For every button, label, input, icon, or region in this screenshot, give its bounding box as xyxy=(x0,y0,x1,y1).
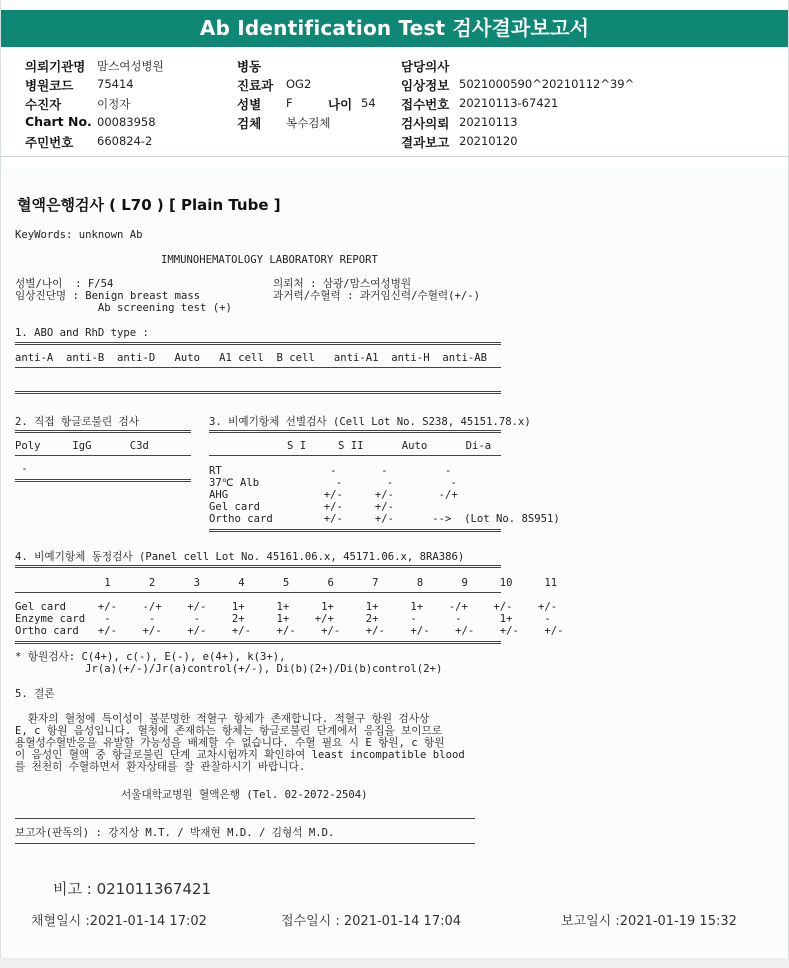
diagnosis-line-2: Ab screening test (+) xyxy=(15,302,232,314)
request-date-value: 20210113 xyxy=(459,115,518,129)
screening-section-title: 3. 비예기항체 선별검사 (Cell Lot No. S238, 45151.78.x) xyxy=(209,416,531,428)
recipient-value: 이정자 xyxy=(97,97,131,111)
conclusion-line: 를 천천히 수혈하면서 환자상태를 잘 관찰하시기 바랍니다. xyxy=(15,761,306,773)
abo-header: anti-A anti-B anti-D Auto A1 cell B cell anti-A1 anti-H anti-AB xyxy=(15,352,487,364)
patient-info-panel xyxy=(1,47,788,157)
history-line: 과거력/수혈력 : 과거임신력/수혈력(+/-) xyxy=(273,290,481,302)
dept-value: OG2 xyxy=(286,77,312,91)
collected-datetime: 채혈일시 :2021-01-14 17:02 xyxy=(31,914,207,929)
clinical-info-label: 임상정보 xyxy=(401,78,450,93)
panel-header: 1 2 3 4 5 6 7 8 9 10 11 xyxy=(15,577,558,589)
divider xyxy=(15,641,501,644)
report-date-value: 20210120 xyxy=(459,134,518,148)
chart-no-label: Chart No. xyxy=(25,114,92,129)
age-value: 54 xyxy=(361,96,376,110)
hospital-code-value: 75414 xyxy=(97,77,134,91)
request-date-label: 검사의뢰 xyxy=(401,116,450,131)
clinical-info-value: 5021000590^20210112^39^ xyxy=(459,77,635,91)
screening-header: S I S II Auto Di-a xyxy=(287,440,492,452)
receipt-no-value: 20210113-67421 xyxy=(459,96,559,110)
doctor-label: 담당의사 xyxy=(401,59,450,74)
dat-value: - xyxy=(15,463,28,475)
divider xyxy=(209,455,501,456)
conclusion-line: 환자의 혈청에 특이성이 불분명한 적혈구 항체가 존재합니다. 적혈구 항원 검사상 xyxy=(15,713,430,725)
age-label: 나이 xyxy=(328,97,353,112)
screening-row: 37℃ Alb - - - xyxy=(209,477,457,489)
panel-row: Gel card +/- -/+ +/- 1+ 1+ 1+ 1+ 1+ -/+ +/- +/- xyxy=(15,601,558,613)
screening-row: Ortho card +/- +/- --> (Lot No. 8S951) xyxy=(209,513,560,525)
identification-section-title: 4. 비예기항체 동정검사 (Panel cell Lot No. 45161.06.x, 45171.06.x, 8RA386) xyxy=(15,551,465,563)
resident-no-label: 주민번호 xyxy=(25,135,74,150)
conclusion-section-title: 5. 결론 xyxy=(15,688,55,700)
divider xyxy=(209,430,501,433)
divider xyxy=(15,455,191,456)
antigen-line: Jr(a)(+/-)/Jr(a)control(+/-), Di(b)(2+)/Di(b)control(2+) xyxy=(15,663,443,675)
chart-no-value: 00083958 xyxy=(97,115,156,129)
note: 비고 : 021011367421 xyxy=(53,880,212,898)
divider xyxy=(209,529,501,532)
diagnosis-line: 임상진단명 : Benign breast mass xyxy=(15,290,201,302)
divider xyxy=(15,592,501,593)
reported-datetime: 보고일시 :2021-01-19 15:32 xyxy=(561,914,737,929)
sex-value: F xyxy=(286,96,293,110)
lab-report-title: IMMUNOHEMATOLOGY LABORATORY REPORT xyxy=(161,254,378,266)
received-datetime: 접수일시 : 2021-01-14 17:04 xyxy=(281,914,462,929)
divider xyxy=(15,818,475,819)
facility-label: 의뢰기관명 xyxy=(25,59,86,74)
receipt-no-label: 접수번호 xyxy=(401,97,450,112)
sex-label: 성별 xyxy=(237,97,262,112)
dat-header: Poly IgG C3d xyxy=(15,440,149,452)
section-title: 혈액은행검사 ( L70 ) [ Plain Tube ] xyxy=(17,196,281,214)
bottom-bar xyxy=(0,958,789,968)
divider xyxy=(15,843,475,844)
conclusion-line: 용혈성수혈반응을 유발할 가능성을 배제할 수 없습니다. 수혈 필요 시 E 항원, c 항원 xyxy=(15,737,445,749)
panel-row: Enzyme card - - - 2+ 1+ +/+ 2+ - - 1+ - xyxy=(15,613,551,625)
screening-row: Gel card +/- +/- xyxy=(209,501,394,513)
facility-value: 맘스여성병원 xyxy=(97,59,164,73)
dat-section-title: 2. 직접 항글로불린 검사 xyxy=(15,416,139,428)
divider xyxy=(15,391,501,394)
reporter-line: 보고자(판독의) : 강지상 M.T. / 박재현 M.D. / 김형석 M.D. xyxy=(15,827,335,839)
report-date-label: 결과보고 xyxy=(401,135,450,150)
report-header xyxy=(1,10,788,47)
conclusion-line: E, c 항원 음성입니다. 혈청에 존재하는 항체는 항글로불린 단계에서 응집을 보이므로 xyxy=(15,725,442,737)
abo-section-title: 1. ABO and RhD type : xyxy=(15,327,149,339)
conclusion-line: 이 음성인 혈액 중 항글로불린 단계 교차시험까지 확인하여 least incompatible blood xyxy=(15,749,465,761)
hospital-code-label: 병원코드 xyxy=(25,78,74,93)
specimen-value: 복수검체 xyxy=(286,116,331,130)
divider xyxy=(15,342,501,345)
lab-report-body xyxy=(1,168,788,958)
screening-row: AHG +/- +/- -/+ xyxy=(209,489,458,501)
specimen-label: 검체 xyxy=(237,116,262,131)
resident-no-value: 660824-2 xyxy=(97,134,153,148)
keywords: KeyWords: unknown Ab xyxy=(15,229,143,241)
recipient-label: 수진자 xyxy=(25,97,62,112)
requester-line: 의뢰처 : 삼광/맘스여성병원 xyxy=(273,278,412,290)
divider xyxy=(15,565,501,568)
screening-row: RT - - - xyxy=(209,465,452,477)
panel-row: Ortho card +/- +/- +/- +/- +/- +/- +/- +/- +/- +/- +/- xyxy=(15,625,564,637)
divider xyxy=(15,430,191,433)
report-title: Ab Identification Test 검사결과보고서 xyxy=(199,16,590,40)
antigen-line: * 항원검사: C(4+), c(-), E(-), e(4+), k(3+), xyxy=(15,651,286,663)
sex-age-line: 성별/나이 : F/54 xyxy=(15,278,114,290)
dept-label: 진료과 xyxy=(237,78,274,93)
divider xyxy=(15,367,501,368)
ward-label: 병동 xyxy=(237,59,262,74)
divider xyxy=(15,479,191,482)
lab-name: 서울대학교병원 혈액은행 (Tel. 02-2072-2504) xyxy=(121,789,368,801)
